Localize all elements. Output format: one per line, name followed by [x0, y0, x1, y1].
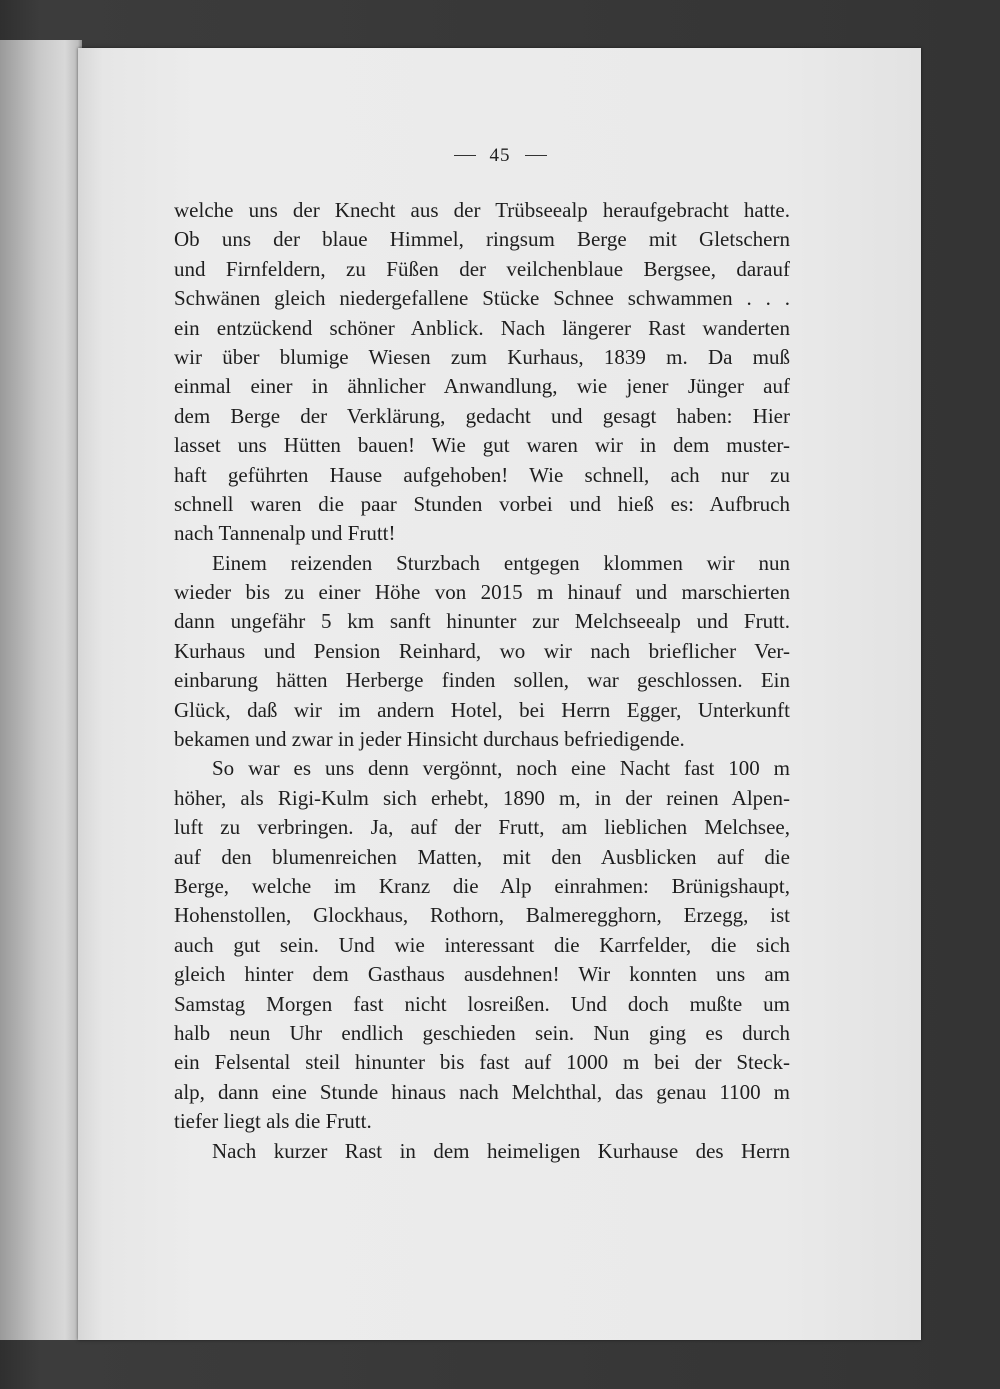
- text-line: tiefer liegt als die Frutt.: [174, 1109, 372, 1134]
- text-line: gleich hinter dem Gasthaus ausdehnen! Wir konnten uns am: [174, 962, 790, 987]
- text-line: wieder bis zu einer Höhe von 2015 m hinauf und marschierten: [174, 580, 790, 605]
- text-line: dem Berge der Verklärung, gedacht und gesagt haben: Hier: [174, 403, 790, 428]
- text-line: So war es uns denn vergönnt, noch eine Nacht fast 100 m: [212, 756, 790, 781]
- header-dash-right: [525, 155, 547, 156]
- text-line: einmal einer in ähnlicher Anwandlung, wie jener Jünger auf: [174, 374, 790, 399]
- header-dash-left: [454, 155, 476, 156]
- text-line: Kurhaus und Pension Reinhard, wo wir nach brieflicher Ver-: [174, 638, 790, 663]
- text-line: ein Felsental steil hinunter bis fast auf 1000 m bei der Steck-: [174, 1050, 790, 1075]
- text-line: auf den blumenreichen Matten, mit den Ausblicken auf die: [174, 844, 790, 869]
- text-line: nach Tannenalp und Frutt!: [174, 521, 396, 546]
- text-line: Glück, daß wir im andern Hotel, bei Herrn Egger, Unterkunft: [174, 697, 790, 722]
- text-line: Einem reizenden Sturzbach entgegen klommen wir nun: [212, 550, 790, 575]
- text-line: bekamen und zwar in jeder Hinsicht durchaus befriedigende.: [174, 727, 685, 752]
- text-line: dann ungefähr 5 km sanft hinunter zur Melchseealp und Frutt.: [174, 609, 790, 634]
- text-line: ein entzückend schöner Anblick. Nach längerer Rast wanderten: [174, 315, 790, 340]
- text-line: Schwänen gleich niedergefallene Stücke Schnee schwammen . . .: [174, 286, 790, 311]
- page-number: 45: [489, 145, 511, 166]
- text-line: alp, dann eine Stunde hinaus nach Melchthal, das genau 1100 m: [174, 1079, 790, 1104]
- text-line: welche uns der Knecht aus der Trübseealp heraufgebracht hatte.: [174, 198, 790, 222]
- text-line: Ob uns der blaue Himmel, ringsum Berge mit Gletschern: [174, 227, 790, 252]
- text-line: halb neun Uhr endlich geschieden sein. Nun ging es durch: [174, 1020, 790, 1045]
- text-line: höher, als Rigi-Kulm sich erhebt, 1890 m, in der reinen Alpen-: [174, 785, 790, 810]
- text-line: Berge, welche im Kranz die Alp einrahmen: Brünigshaupt,: [174, 873, 790, 898]
- text-line: auch gut sein. Und wie interessant die Karrfelder, die sich: [174, 932, 790, 957]
- text-line: Samstag Morgen fast nicht losreißen. Und doch mußte um: [174, 991, 790, 1016]
- body-text: [174, 196, 790, 1166]
- text-line: einbarung hätten Herberge finden sollen, war geschlossen. Ein: [174, 668, 790, 693]
- text-line: Nach kurzer Rast in dem heimeligen Kurhause des Herrn: [212, 1138, 790, 1163]
- text-line: schnell waren die paar Stunden vorbei und hieß es: Aufbruch: [174, 491, 790, 516]
- page-number-header: [0, 145, 1000, 167]
- text-line: wir über blumige Wiesen zum Kurhaus, 1839 m. Da muß: [174, 344, 790, 369]
- text-line: Hohenstollen, Glockhaus, Rothorn, Balmeregghorn, Erzegg, ist: [174, 903, 790, 928]
- text-line: haft geführten Hause aufgehoben! Wie schnell, ach nur zu: [174, 462, 790, 487]
- facing-page-edge: [0, 40, 82, 1340]
- text-line: luft zu verbringen. Ja, auf der Frutt, am lieblichen Melchsee,: [174, 815, 790, 840]
- text-line: lasset uns Hütten bauen! Wie gut waren wir in dem muster-: [174, 433, 790, 458]
- text-line: und Firnfeldern, zu Füßen der veilchenblaue Bergsee, darauf: [174, 256, 790, 281]
